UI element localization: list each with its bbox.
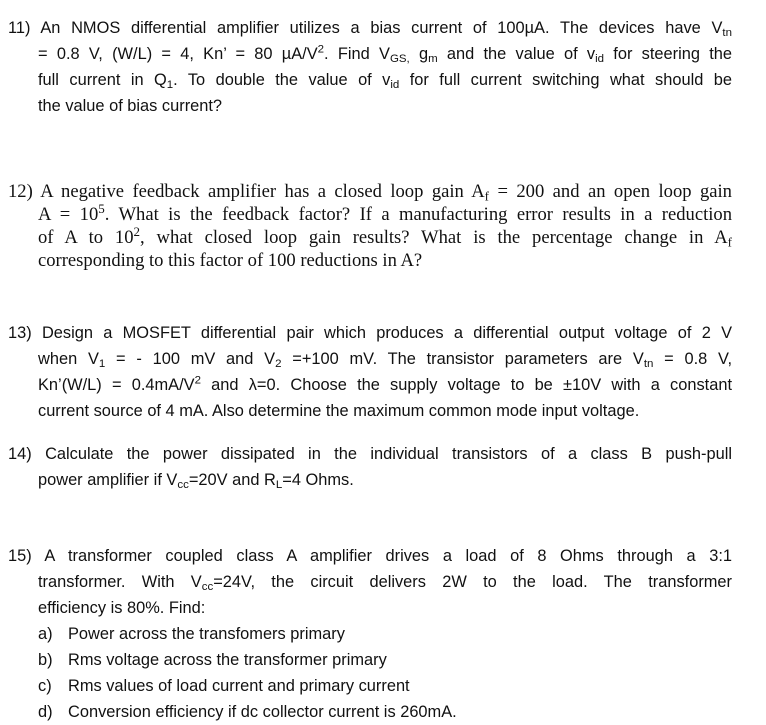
question-13-line-2: when $V_1$ = - 100 mV and $V_2 =+100$ mV. The transistor parameters are $V_{tn} = 0.8$ V,	[38, 350, 733, 370]
question-12-line-1: 12) A negative feedback amplifier has a closed loop gain $A_f = 200$ and an open loop gain	[8, 181, 732, 204]
question-12-line-3: of A to $10^2$, what closed loop gain results? What is the percentage change in $A_f$	[38, 223, 733, 250]
question-12	[8, 180, 732, 272]
question-number: 11)	[8, 19, 31, 37]
question-11-line-3: full current in $Q_1$. To double the value of $v_{id}$ for full current switching what should be	[38, 71, 732, 91]
question-13-line-3: Kn’(W/L) = $0.4mA/V^2$ and λ=0. Choose the supply voltage to be ±10V with a constant	[38, 374, 732, 394]
question-13-line-4: current source of 4 mA. Also determine the maximum common mode input voltage.	[38, 402, 640, 420]
question-15-line-3: efficiency is 80%. Find:	[38, 599, 206, 617]
list-item: b) Rms voltage across the transformer primary	[38, 651, 387, 669]
question-number: 13)	[8, 324, 32, 342]
list-item: a) Power across the transfomers primary	[38, 625, 345, 643]
question-15-line-1: 15) A transformer coupled class A amplifier drives a load of 8 Ohms through a 3:1	[8, 543, 732, 569]
question-number: 15)	[8, 547, 32, 565]
question-13	[8, 320, 732, 424]
list-item: c) Rms values of load current and primary current	[38, 677, 410, 695]
question-11-line-1: 11) An NMOS differential amplifier utilizes a bias current of 100µA. The devices have $V_{tn}$	[8, 15, 732, 41]
question-14-line-2: power amplifier if $V_{cc}=20V$ and $R_L=4$ Ohms.	[38, 471, 354, 491]
question-11-line-2: = 0.8 V, (W/L) = 4, Kn’ = 80 $\mu A/V^2$. Find $V_{GS,}$ $g_m$ and the value of $v_{id}$ for steering the	[38, 43, 733, 65]
question-13-line-1: 13) Design a MOSFET differential pair which produces a differential output voltage of 2 V	[8, 320, 732, 346]
question-15	[8, 543, 732, 725]
question-15-line-2: transformer. With $V_{cc}=24V$, the circuit delivers 2W to the load. The transformer	[38, 573, 732, 593]
question-14-line-1: 14) Calculate the power dissipated in the individual transistors of a class B push-pull	[8, 441, 732, 467]
question-12-line-2: $A = 10^5$. What is the feedback factor? If a manufacturing error results in a reduction	[38, 200, 733, 225]
question-12-line-4: corresponding to this factor of 100 reductions in A?	[38, 250, 423, 271]
question-11-line-4: the value of bias current?	[38, 97, 223, 115]
question-number: 14)	[8, 445, 32, 463]
question-11	[8, 15, 732, 119]
question-14	[8, 441, 732, 493]
question-number: 12)	[8, 181, 33, 202]
list-item: d) Conversion efficiency if dc collector current is 260mA.	[38, 703, 457, 721]
